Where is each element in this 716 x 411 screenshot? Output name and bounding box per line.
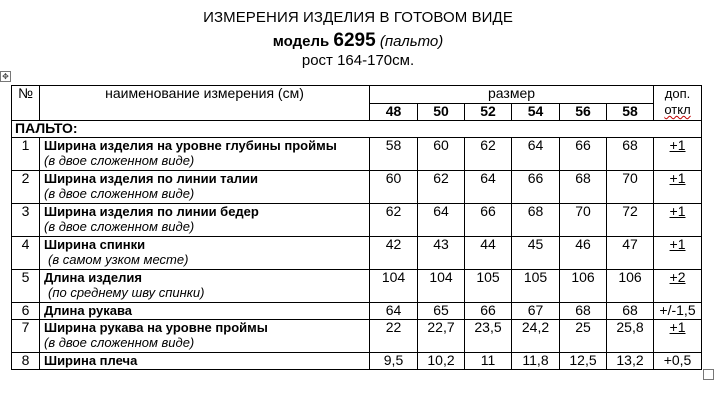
size-header-52: 52	[465, 104, 512, 121]
value-cell-size-48: 64	[370, 303, 418, 320]
col-dev-header-line2: откл	[664, 102, 691, 117]
col-name-header: наименование измерения (см)	[40, 86, 370, 121]
value-cell-size-58: 68	[607, 138, 654, 171]
value-cell-size-54: 68	[512, 204, 560, 237]
value-cell-size-56: 68	[560, 303, 607, 320]
measurement-cell	[40, 270, 370, 303]
measurement-name: Ширина плеча	[44, 353, 138, 368]
row-number: 3	[12, 204, 40, 237]
table-row	[12, 270, 702, 303]
tolerance-value: +0,5	[663, 352, 692, 368]
value-cell-size-50: 22,7	[418, 320, 465, 353]
value-cell-size-50: 64	[418, 204, 465, 237]
measurement-note: (в двое сложенном виде)	[44, 335, 195, 350]
value-cell-size-58: 47	[607, 237, 654, 270]
value-cell-size-48: 9,5	[370, 353, 418, 370]
tolerance-cell	[654, 204, 702, 237]
row-number: 4	[12, 237, 40, 270]
table-row	[12, 171, 702, 204]
tolerance-cell	[654, 270, 702, 303]
value-cell-size-50: 60	[418, 138, 465, 171]
table-row	[12, 320, 702, 353]
value-cell-size-52: 66	[465, 204, 512, 237]
value-cell-size-52: 62	[465, 138, 512, 171]
measurement-cell	[40, 353, 370, 370]
value-cell-size-56: 106	[560, 270, 607, 303]
value-cell-size-58: 13,2	[607, 353, 654, 370]
measurement-note: (в двое сложенном виде)	[44, 153, 195, 168]
value-cell-size-52: 44	[465, 237, 512, 270]
row-number: 7	[12, 320, 40, 353]
value-cell-size-52: 66	[465, 303, 512, 320]
row-number: 1	[12, 138, 40, 171]
value-cell-size-58: 106	[607, 270, 654, 303]
measurement-name: Ширина изделия по линии талии	[44, 171, 259, 186]
value-cell-size-52: 11	[465, 353, 512, 370]
value-cell-size-56: 12,5	[560, 353, 607, 370]
tolerance-cell	[654, 237, 702, 270]
tolerance-cell	[654, 303, 702, 320]
measurement-note: (в самом узком месте)	[48, 252, 189, 267]
size-header-48: 48	[370, 104, 418, 121]
measurement-note: (по среднему шву спинки)	[48, 285, 205, 300]
measurement-cell	[40, 320, 370, 353]
tolerance-cell	[654, 171, 702, 204]
col-dev-header-line1: доп.	[664, 86, 691, 101]
table-row	[12, 303, 702, 320]
value-cell-size-56: 66	[560, 138, 607, 171]
value-cell-size-54: 11,8	[512, 353, 560, 370]
value-cell-size-48: 58	[370, 138, 418, 171]
value-cell-size-50: 10,2	[418, 353, 465, 370]
value-cell-size-52: 105	[465, 270, 512, 303]
col-dev-header	[654, 86, 702, 121]
value-cell-size-50: 43	[418, 237, 465, 270]
model-line	[0, 30, 716, 52]
table-resize-handle[interactable]	[703, 369, 714, 380]
value-cell-size-50: 104	[418, 270, 465, 303]
measurement-name: Ширина изделия по линии бедер	[44, 204, 259, 219]
value-cell-size-52: 23,5	[465, 320, 512, 353]
value-cell-size-56: 46	[560, 237, 607, 270]
measurement-note: (в двое сложенном виде)	[44, 186, 195, 201]
row-number: 2	[12, 171, 40, 204]
table-row	[12, 138, 702, 171]
measurements-table	[11, 85, 702, 370]
value-cell-size-48: 22	[370, 320, 418, 353]
value-cell-size-58: 68	[607, 303, 654, 320]
measurement-cell	[40, 237, 370, 270]
value-cell-size-54: 64	[512, 138, 560, 171]
height-range: рост 164-170см.	[301, 52, 415, 69]
tolerance-value: +2	[669, 269, 686, 285]
value-cell-size-48: 104	[370, 270, 418, 303]
table-row	[12, 353, 702, 370]
measurement-name: Ширина рукава на уровне проймы	[44, 320, 268, 335]
col-size-header: размер	[370, 86, 654, 104]
row-number: 5	[12, 270, 40, 303]
value-cell-size-54: 45	[512, 237, 560, 270]
col-no-header: №	[12, 86, 40, 121]
tolerance-value: +1	[669, 137, 686, 153]
measurement-name: Ширина спинки	[44, 237, 146, 252]
model-number: 6295	[333, 30, 376, 51]
tolerance-value: +/-1,5	[659, 302, 696, 318]
tolerance-value: +1	[669, 319, 686, 335]
measurement-name: Ширина изделия на уровне глубины проймы	[44, 138, 337, 153]
value-cell-size-54: 66	[512, 171, 560, 204]
value-cell-size-50: 65	[418, 303, 465, 320]
table-move-handle-icon[interactable]: ✥	[0, 71, 11, 82]
measurement-name: Длина изделия	[44, 270, 142, 285]
value-cell-size-54: 24,2	[512, 320, 560, 353]
tolerance-value: +1	[669, 236, 686, 252]
value-cell-size-54: 67	[512, 303, 560, 320]
document-title: ИЗМЕРЕНИЯ ИЗДЕЛИЯ В ГОТОВОМ ВИДЕ	[203, 9, 513, 26]
measurement-cell	[40, 138, 370, 171]
table-row	[12, 204, 702, 237]
tolerance-cell	[654, 320, 702, 353]
measurement-note: (в двое сложенном виде)	[44, 219, 195, 234]
row-number: 8	[12, 353, 40, 370]
size-header-50: 50	[418, 104, 465, 121]
value-cell-size-50: 62	[418, 171, 465, 204]
value-cell-size-52: 64	[465, 171, 512, 204]
value-cell-size-56: 25	[560, 320, 607, 353]
value-cell-size-58: 25,8	[607, 320, 654, 353]
value-cell-size-58: 72	[607, 204, 654, 237]
value-cell-size-48: 62	[370, 204, 418, 237]
value-cell-size-54: 105	[512, 270, 560, 303]
value-cell-size-58: 70	[607, 171, 654, 204]
size-header-58: 58	[607, 104, 654, 121]
measurement-cell	[40, 204, 370, 237]
model-label: модель	[272, 33, 330, 50]
section-title: ПАЛЬТО:	[12, 121, 702, 138]
table-row	[12, 237, 702, 270]
tolerance-cell	[654, 353, 702, 370]
model-type: (пальто)	[379, 33, 444, 50]
measurement-cell	[40, 303, 370, 320]
size-header-56: 56	[560, 104, 607, 121]
tolerance-value: +1	[669, 203, 686, 219]
measurement-cell	[40, 171, 370, 204]
row-number: 6	[12, 303, 40, 320]
size-header-54: 54	[512, 104, 560, 121]
value-cell-size-56: 70	[560, 204, 607, 237]
measurement-name: Длина рукава	[44, 303, 132, 318]
tolerance-value: +1	[669, 170, 686, 186]
value-cell-size-56: 68	[560, 171, 607, 204]
value-cell-size-48: 42	[370, 237, 418, 270]
tolerance-cell	[654, 138, 702, 171]
value-cell-size-48: 60	[370, 171, 418, 204]
